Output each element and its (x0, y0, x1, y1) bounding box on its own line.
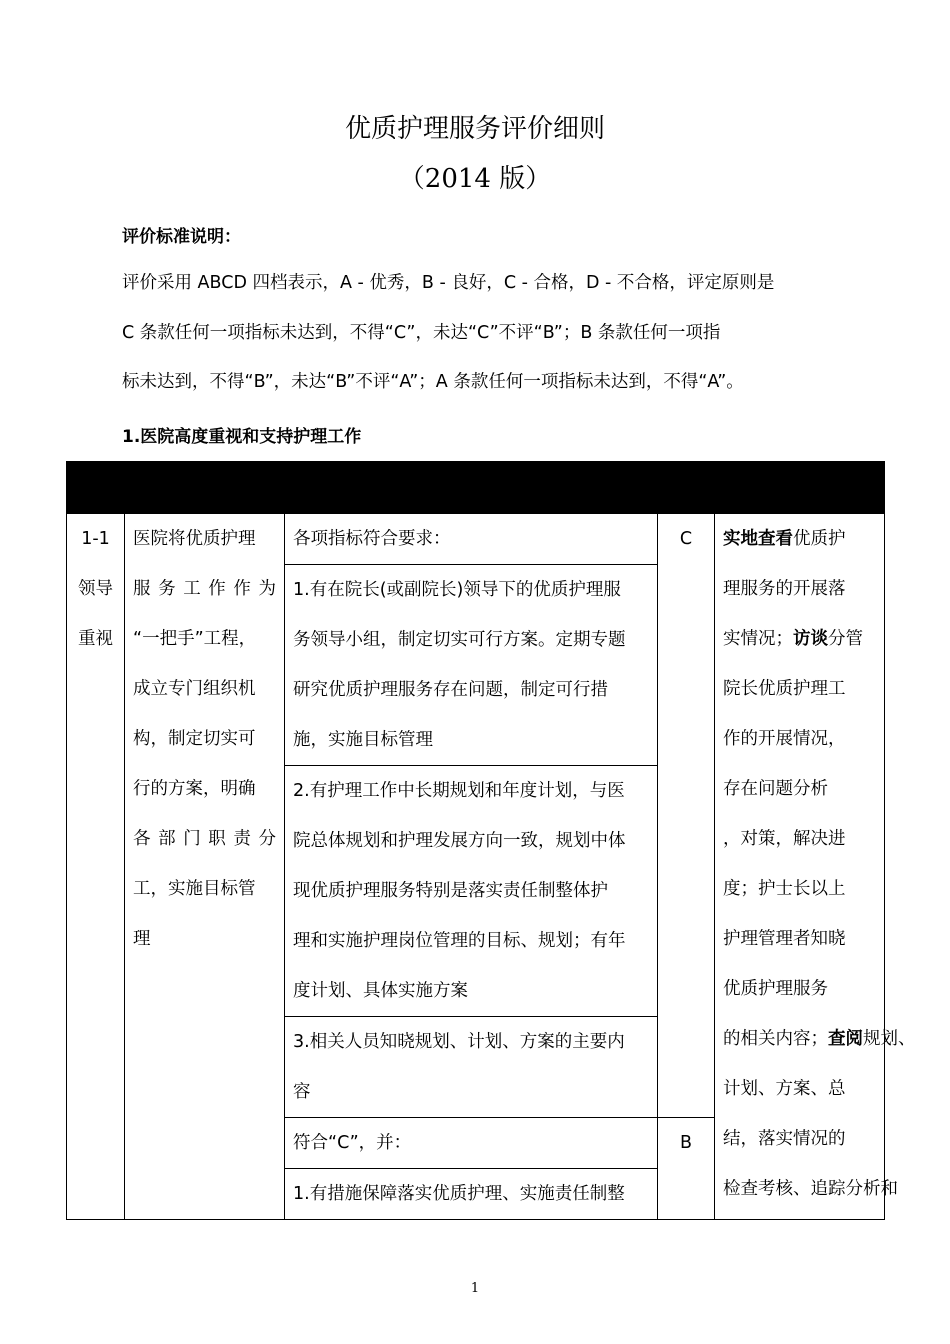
item-code: 1-1 (81, 529, 110, 549)
section-heading: 1.医院高度重视和支持护理工作 (122, 427, 362, 447)
document-subtitle: （2014 版） (398, 164, 552, 194)
method-line: 护理管理者知晓 (723, 929, 846, 949)
content-line: 工，实施目标管 (133, 879, 256, 899)
method-line: 结，落实情况的 (723, 1129, 846, 1149)
grade-c-intro: 各项指标符合要求： (293, 529, 451, 549)
table-row (67, 514, 885, 565)
content-line: 构，制定切实可 (133, 729, 256, 749)
method-cell (715, 514, 916, 1220)
method-line: 实情况；访谈分管 (723, 629, 863, 649)
page-number: 1 (470, 1281, 480, 1296)
grade-c-item-line: 研究优质护理服务存在问题，制定可行措 (293, 680, 608, 700)
intro-heading: 评价标准说明： (122, 227, 241, 247)
grade-c-item-line: 3.相关人员知晓规划、计划、方案的主要内 (293, 1032, 625, 1052)
item-content-cell (125, 514, 285, 1220)
grade-c-item-line: 院总体规划和护理发展方向一致，规划中体 (293, 831, 626, 851)
method-line: 计划、方案、总 (723, 1079, 846, 1099)
method-line: 作的开展情况， (723, 729, 846, 749)
grade-b-label: B (679, 1133, 692, 1153)
grade-c-item-line: 务领导小组，制定切实可行方案。定期专题 (293, 630, 626, 650)
grade-c-item-cell (285, 766, 658, 1017)
item-name-line: 领导 (78, 579, 113, 599)
criteria-table (66, 461, 916, 1220)
grade-c-item-line: 1.有在院长(或副院长)领导下的优质护理服 (293, 580, 621, 600)
method-line: 的相关内容；查阅规划、 (723, 1029, 916, 1049)
grade-c-item-line: 容 (293, 1082, 311, 1102)
content-line: 服务工作作为 (133, 579, 276, 599)
intro-line: 评价采用 ABCD 四档表示，A - 优秀，B - 良好，C - 合格，D - 不合格，评定原则是 (122, 273, 775, 293)
content-line: 医院将优质护理 (133, 529, 256, 549)
method-line: 实地查看优质护 (723, 529, 846, 549)
grade-c-item-line: 理和实施护理岗位管理的目标、规划；有年 (293, 931, 626, 951)
method-keyword: 访谈 (793, 629, 828, 649)
grade-c-label: C (679, 529, 693, 549)
grade-c-item-cell (285, 1017, 658, 1118)
grade-b-item-cell (285, 1169, 658, 1220)
item-code-cell (67, 514, 125, 1220)
intro-paragraph (122, 259, 842, 408)
document-title: 优质护理服务评价细则 (344, 114, 605, 144)
method-keyword: 实地查看 (723, 529, 793, 549)
grade-c-cell (658, 514, 715, 1118)
grade-c-item-cell (285, 565, 658, 766)
method-line: 存在问题分析 (723, 779, 828, 799)
content-line: “一把手”工程， (133, 629, 257, 649)
grade-c-item-line: 现优质护理服务特别是落实责任制整体护 (293, 881, 608, 901)
grade-c-intro-cell (285, 514, 658, 565)
grade-b-intro-cell (285, 1118, 658, 1169)
method-keyword: 查阅 (828, 1029, 863, 1049)
method-line: 度；护士长以上 (723, 879, 846, 899)
grade-c-item-line: 施，实施目标管理 (293, 730, 433, 750)
item-name-line: 重视 (78, 629, 113, 649)
method-line: 理服务的开展落 (723, 579, 846, 599)
grade-c-item-line: 2.有护理工作中长期规划和年度计划，与医 (293, 781, 625, 801)
method-line: 院长优质护理工 (723, 679, 846, 699)
grade-b-item-line: 1.有措施保障落实优质护理、实施责任制整 (293, 1184, 625, 1204)
content-line: 行的方案，明确 (133, 779, 256, 799)
method-line: 检查考核、追踪分析和 (723, 1179, 898, 1199)
table-header-bar (67, 462, 885, 514)
content-line: 各部门职责分 (133, 829, 276, 849)
method-line: ，对策，解决进 (723, 829, 846, 849)
grade-b-cell (658, 1118, 715, 1220)
grade-b-intro: 符合“C”，并： (293, 1133, 412, 1153)
content-line: 成立专门组织机 (133, 679, 256, 699)
method-line: 优质护理服务 (723, 979, 828, 999)
grade-c-item-line: 度计划、具体实施方案 (293, 981, 468, 1001)
content-line: 理 (133, 929, 151, 949)
intro-line: 标未达到，不得“B”，未达“B”不评“A”；A 条款任何一项指标未达到，不得“A”。 (122, 372, 744, 392)
intro-line: C 条款任何一项指标未达到，不得“C”，未达“C”不评“B”；B 条款任何一项指 (122, 322, 721, 343)
